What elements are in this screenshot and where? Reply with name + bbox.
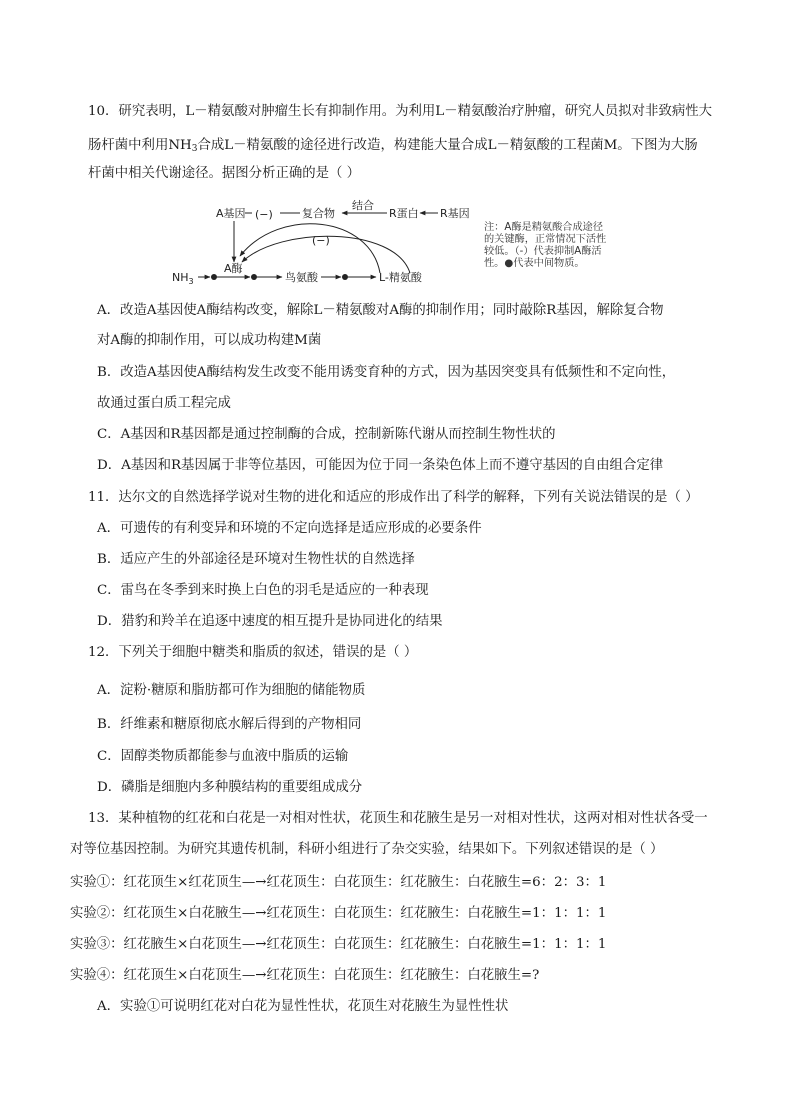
q12-option-d: D．磷脂是细胞内多种膜结构的重要组成成分 [97,780,363,795]
q13-experiment-3: 实验③：红花腋生×白花顶生—→红花顶生：白花顶生：红花腋生：白花腋生=1：1：1：1 [70,937,607,952]
inhibit-label-1: (−) [255,208,273,221]
inhibit-label-2: (−) [312,234,330,247]
diagram-note-line3: 较低。（-）代表抑制A酶活 [484,246,602,257]
complex-label: 复合物 [302,207,335,220]
q10-stem-line1: 10．研究表明，L－精氨酸对肿瘤生长有抑制作用。为利用L－精氨酸治疗肿瘤，研究人员拟对非致病性大 [88,104,713,119]
bind-label: 结合 [352,199,374,212]
gene-a-label: A基因 [216,207,246,220]
q11-option-a: A．可遗传的有利变异和环境的不定向选择是适应形成的必要条件 [97,521,482,536]
nh3-label [172,271,194,286]
diagram-note-line2: 的关键酶，正常情况下活性 [484,234,607,245]
q13-experiment-1: 实验①：红花顶生×红花顶生—→红花顶生：白花顶生：红花腋生：白花腋生=6：2：3：1 [70,875,607,890]
q12-option-c: C．固醇类物质都能参与血液中脂质的运输 [97,749,349,764]
q11-stem: 11．达尔文的自然选择学说对生物的进化和适应的形成作出了科学的解释，下列有关说法错误的是（ ） [88,490,699,505]
q12-stem: 12．下列关于细胞中糖类和脂质的叙述，错误的是（ ） [88,645,418,660]
q11-option-c: C．雷鸟在冬季到来时换上白色的羽毛是适应的一种表现 [97,583,429,598]
q13-stem-line1: 13．某种植物的红花和白花是一对相对性状，花顶生和花腋生是另一对相对性状，这两对相对性状各受一 [88,811,708,826]
arginine-label: L-精氨酸 [379,271,422,284]
q10-option-a-line2: 对A酶的抑制作用，可以成功构建M菌 [97,333,322,348]
nh3-text: NH [172,271,189,284]
intermediate-dot-1 [211,274,217,280]
diagram-note-line4: 性。●代表中间物质。 [484,258,585,269]
q10-stem-line2-sub: 3 [191,144,198,154]
q13-experiment-4: 实验④：红花顶生×白花顶生—→红花顶生：白花顶生：红花腋生：白花腋生=? [70,968,540,983]
enzyme-a-label: A酶 [224,262,243,275]
q10-stem-line2-pre: 肠杆菌中利用NH [88,138,192,153]
arginine-to-complex-curve [240,224,380,273]
ornithine-label: 鸟氨酸 [285,271,318,284]
q12-option-a: A．淀粉·糖原和脂肪都可作为细胞的储能物质 [97,683,366,698]
pathway-diagram [170,196,480,288]
q10-option-a-line1: A．改造A基因使A酶结构改变，解除L－精氨酸对A酶的抑制作用；同时敲除R基因，解除复合物 [97,303,664,318]
q10-stem-line2-post: 合成L－精氨酸的途径进行改造，构建能大量合成L－精氨酸的工程菌M。下图为大肠 [197,138,698,153]
q10-option-b-line2: 故通过蛋白质工程完成 [97,396,231,411]
diagram-note-line1: 注：A酶是精氨酸合成途径 [484,222,604,233]
q13-option-a: A．实验①可说明红花对白花为显性性状，花顶生对花腋生为显性性状 [97,999,509,1014]
q10-option-b-line1: B．改造A基因使A酶结构发生改变不能用诱变育种的方式，因为基因突变具有低频性和不定向性， [97,365,676,380]
q10-option-d: D．A基因和R基因属于非等位基因，可能因为位于同一条染色体上而不遵守基因的自由组合定律 [97,458,664,473]
intermediate-dot-3 [342,274,348,280]
r-protein-label: R蛋白 [389,207,419,220]
q13-stem-line2: 对等位基因控制。为研究其遗传机制，科研小组进行了杂交实验，结果如下。下列叙述错误的是（ ） [70,842,664,857]
q10-stem-line3: 杆菌中相关代谢途径。据图分析正确的是（ ） [88,166,361,181]
q10-option-c: C．A基因和R基因都是通过控制酶的合成，控制新陈代谢从而控制生物性状的 [97,427,556,442]
q13-experiment-2: 实验②：红花顶生×白花腋生—→红花顶生：白花顶生：红花腋生：白花腋生=1：1：1：1 [70,906,607,921]
q12-option-b: B．纤维素和糖原彻底水解后得到的产物相同 [97,717,362,732]
intermediate-dot-2 [251,274,257,280]
nh3-sub: 3 [188,277,194,286]
q11-option-b: B．适应产生的外部途径是环境对生物性状的自然选择 [97,552,415,567]
gene-r-label: R基因 [440,207,470,220]
q10-stem-line2 [88,138,698,157]
q11-option-d: D．猎豹和羚羊在追逐中速度的相互提升是协同进化的结果 [97,614,443,629]
